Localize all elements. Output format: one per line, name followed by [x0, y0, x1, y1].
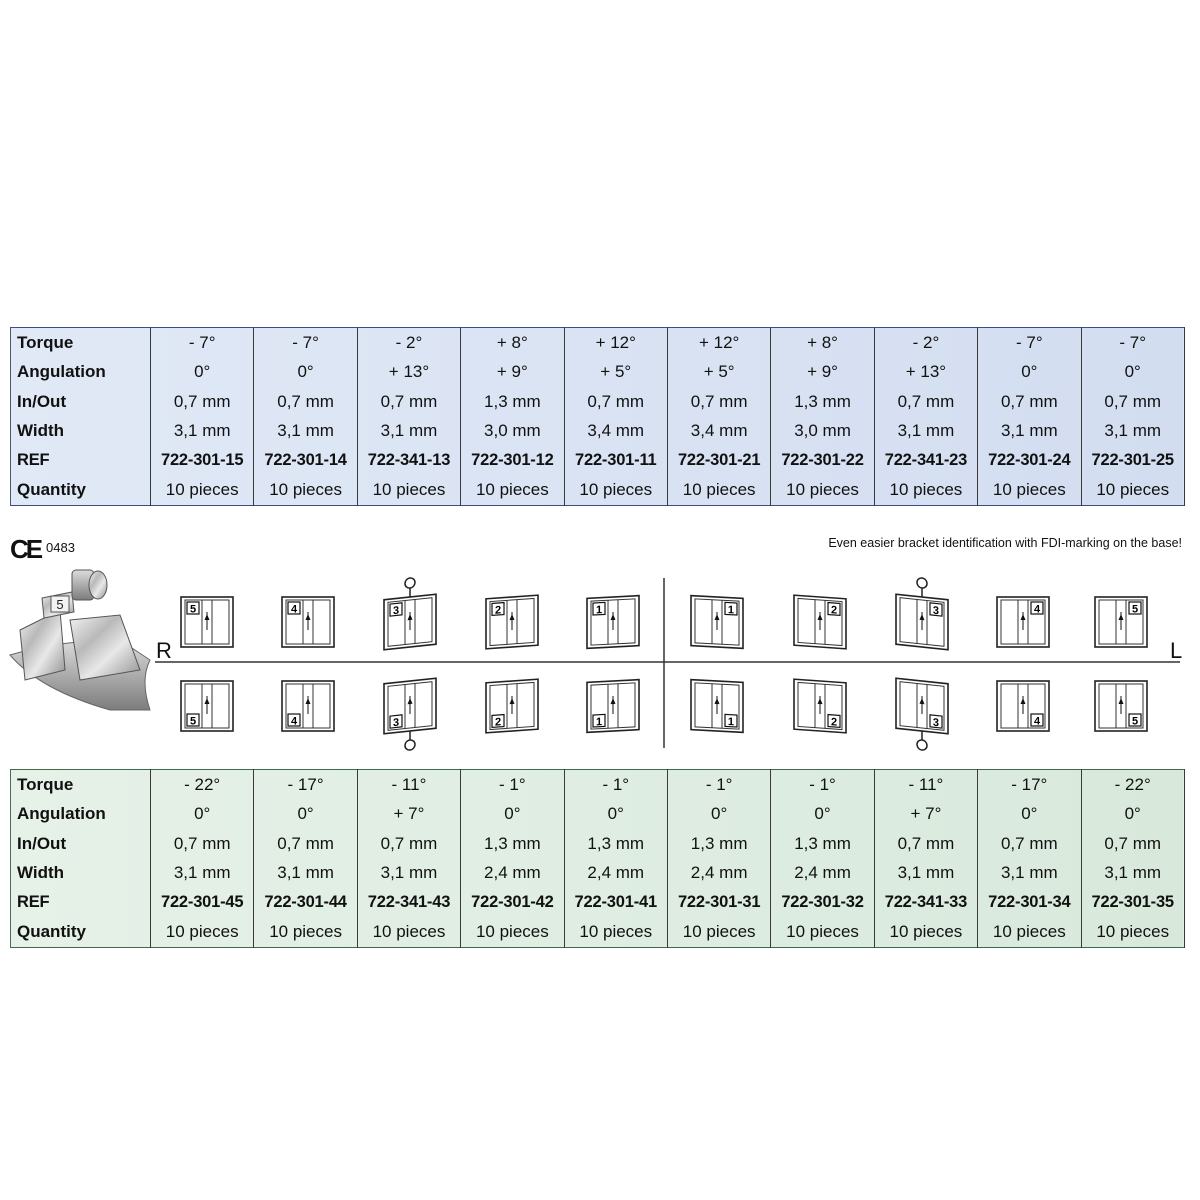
- row-label: In/Out: [11, 387, 151, 417]
- table-cell: 722-301-25: [1081, 446, 1184, 476]
- upper-spec-table: [10, 327, 1185, 506]
- table-cell: 10 pieces: [771, 918, 874, 948]
- bracket-icon: [691, 680, 743, 733]
- table-cell: 10 pieces: [874, 476, 977, 506]
- table-cell: 3,1 mm: [1081, 859, 1184, 889]
- fdi-number: 3: [932, 604, 940, 618]
- table-cell: - 1°: [564, 770, 667, 800]
- bracket-icon: [384, 575, 436, 649]
- table-cell: 722-301-32: [771, 888, 874, 918]
- table-cell: 0°: [1081, 800, 1184, 830]
- table-cell: 722-341-13: [357, 446, 460, 476]
- table-cell: + 13°: [357, 358, 460, 388]
- table-cell: 722-301-12: [461, 446, 564, 476]
- fdi-number: 3: [392, 716, 400, 730]
- table-cell: + 7°: [357, 800, 460, 830]
- table-cell: 10 pieces: [978, 476, 1081, 506]
- bracket-icon: [1095, 681, 1147, 731]
- bracket-icon: [997, 597, 1049, 647]
- fdi-number: 3: [932, 716, 940, 730]
- table-cell: - 7°: [151, 328, 254, 358]
- table-cell: 0°: [564, 800, 667, 830]
- table-cell: 722-301-14: [254, 446, 357, 476]
- table-cell: 722-341-33: [874, 888, 977, 918]
- table-cell: 722-301-22: [771, 446, 874, 476]
- table-cell: 722-301-41: [564, 888, 667, 918]
- table-cell: + 9°: [461, 358, 564, 388]
- table-cell: 0,7 mm: [1081, 829, 1184, 859]
- table-cell: 10 pieces: [564, 918, 667, 948]
- table-cell: 0,7 mm: [1081, 387, 1184, 417]
- fdi-number: 4: [290, 715, 298, 728]
- table-cell: 0°: [461, 800, 564, 830]
- table-row: [11, 446, 1185, 476]
- table-cell: 1,3 mm: [771, 829, 874, 859]
- row-label: Quantity: [11, 918, 151, 948]
- photo-fdi-number: 5: [56, 597, 64, 612]
- table-cell: 3,1 mm: [874, 417, 977, 447]
- table-cell: 0,7 mm: [254, 387, 357, 417]
- table-cell: + 12°: [564, 328, 667, 358]
- table-cell: 0,7 mm: [874, 829, 977, 859]
- table-cell: 3,1 mm: [254, 417, 357, 447]
- table-cell: 0,7 mm: [564, 387, 667, 417]
- bracket-icon: [587, 680, 639, 733]
- table-cell: 0,7 mm: [357, 829, 460, 859]
- row-label: Width: [11, 417, 151, 447]
- table-cell: 722-341-43: [357, 888, 460, 918]
- bracket-icon: [486, 679, 538, 733]
- table-cell: 3,0 mm: [771, 417, 874, 447]
- table-cell: 10 pieces: [1081, 476, 1184, 506]
- table-cell: 2,4 mm: [667, 859, 770, 889]
- table-cell: 0°: [978, 800, 1081, 830]
- bracket-icon: [794, 679, 846, 733]
- table-cell: 10 pieces: [771, 476, 874, 506]
- bracket-icon: [282, 681, 334, 731]
- table-cell: 0°: [978, 358, 1081, 388]
- table-cell: - 11°: [357, 770, 460, 800]
- table-row: [11, 387, 1185, 417]
- table-cell: 3,1 mm: [978, 417, 1081, 447]
- table-cell: 0,7 mm: [151, 829, 254, 859]
- row-label: REF: [11, 446, 151, 476]
- table-cell: 1,3 mm: [771, 387, 874, 417]
- table-cell: 3,1 mm: [1081, 417, 1184, 447]
- table-cell: 2,4 mm: [771, 859, 874, 889]
- table-cell: - 7°: [254, 328, 357, 358]
- bracket-icon: [691, 596, 743, 649]
- table-cell: 1,3 mm: [461, 829, 564, 859]
- fdi-number: 2: [830, 604, 838, 617]
- bracket-icon: [282, 597, 334, 647]
- table-cell: + 13°: [874, 358, 977, 388]
- table-cell: 10 pieces: [461, 918, 564, 948]
- table-row: [11, 829, 1185, 859]
- table-cell: 0,7 mm: [874, 387, 977, 417]
- table-cell: 722-301-45: [151, 888, 254, 918]
- row-label: Torque: [11, 770, 151, 800]
- bracket-icon: [1095, 597, 1147, 647]
- fdi-note: Even easier bracket identification with FDI-marking on the base!: [828, 536, 1182, 550]
- bracket-photo: [10, 570, 150, 710]
- table-cell: 10 pieces: [667, 476, 770, 506]
- lower-spec-table: [10, 769, 1185, 948]
- bracket-icon: [896, 678, 948, 752]
- bracket-icon: [997, 681, 1049, 731]
- table-cell: 722-301-31: [667, 888, 770, 918]
- table-cell: 3,1 mm: [357, 417, 460, 447]
- table-cell: - 1°: [667, 770, 770, 800]
- bracket-icon: [896, 575, 948, 649]
- table-cell: 0,7 mm: [357, 387, 460, 417]
- table-cell: 3,1 mm: [874, 859, 977, 889]
- table-cell: 10 pieces: [978, 918, 1081, 948]
- table-cell: + 9°: [771, 358, 874, 388]
- table-cell: 10 pieces: [461, 476, 564, 506]
- fdi-number: 2: [494, 604, 502, 617]
- table-row: [11, 800, 1185, 830]
- table-cell: 10 pieces: [874, 918, 977, 948]
- table-cell: 0°: [771, 800, 874, 830]
- table-cell: 10 pieces: [254, 476, 357, 506]
- fdi-number: 2: [494, 716, 502, 729]
- fdi-number: 1: [595, 716, 603, 729]
- table-cell: 0°: [254, 358, 357, 388]
- table-cell: 722-341-23: [874, 446, 977, 476]
- table-cell: 0°: [667, 800, 770, 830]
- table-cell: 3,1 mm: [254, 859, 357, 889]
- fdi-number: 4: [290, 603, 298, 616]
- table-cell: 2,4 mm: [461, 859, 564, 889]
- row-label: REF: [11, 888, 151, 918]
- right-side-label: R: [156, 638, 172, 663]
- table-row: [11, 770, 1185, 800]
- fdi-number: 2: [830, 716, 838, 729]
- table-row: [11, 859, 1185, 889]
- table-cell: + 12°: [667, 328, 770, 358]
- bracket-icon: [384, 678, 436, 752]
- table-cell: - 7°: [1081, 328, 1184, 358]
- table-cell: 722-301-34: [978, 888, 1081, 918]
- table-cell: + 8°: [771, 328, 874, 358]
- table-cell: 722-301-15: [151, 446, 254, 476]
- fdi-number: 4: [1033, 603, 1041, 616]
- table-cell: 10 pieces: [357, 918, 460, 948]
- table-cell: 10 pieces: [151, 476, 254, 506]
- fdi-number: 4: [1033, 715, 1041, 728]
- row-label: Angulation: [11, 358, 151, 388]
- table-cell: - 7°: [978, 328, 1081, 358]
- fdi-number: 5: [1131, 715, 1139, 728]
- table-cell: - 1°: [461, 770, 564, 800]
- fdi-number: 1: [727, 604, 735, 617]
- table-row: [11, 918, 1185, 948]
- bracket-icon: [486, 595, 538, 649]
- table-cell: + 8°: [461, 328, 564, 358]
- table-row: [11, 358, 1185, 388]
- table-cell: 10 pieces: [667, 918, 770, 948]
- table-cell: 0,7 mm: [978, 387, 1081, 417]
- table-cell: + 5°: [564, 358, 667, 388]
- table-cell: 0°: [1081, 358, 1184, 388]
- row-label: Quantity: [11, 476, 151, 506]
- table-cell: + 5°: [667, 358, 770, 388]
- left-side-label: L: [1170, 638, 1183, 663]
- table-row: [11, 328, 1185, 358]
- table-cell: 0,7 mm: [667, 387, 770, 417]
- table-row: [11, 476, 1185, 506]
- table-cell: - 17°: [978, 770, 1081, 800]
- table-cell: 3,4 mm: [564, 417, 667, 447]
- table-cell: 3,4 mm: [667, 417, 770, 447]
- bracket-icon: [181, 681, 233, 731]
- table-cell: - 2°: [874, 328, 977, 358]
- table-cell: 0°: [151, 800, 254, 830]
- table-cell: - 22°: [151, 770, 254, 800]
- table-cell: 10 pieces: [151, 918, 254, 948]
- table-cell: 3,1 mm: [978, 859, 1081, 889]
- table-cell: 3,1 mm: [151, 859, 254, 889]
- row-label: Width: [11, 859, 151, 889]
- table-cell: 3,0 mm: [461, 417, 564, 447]
- table-cell: 0°: [254, 800, 357, 830]
- table-cell: 1,3 mm: [564, 829, 667, 859]
- table-cell: 1,3 mm: [461, 387, 564, 417]
- ce-mark: CE: [10, 534, 41, 564]
- table-cell: 0,7 mm: [978, 829, 1081, 859]
- ce-number: 0483: [46, 540, 75, 555]
- table-cell: 3,1 mm: [357, 859, 460, 889]
- table-cell: - 17°: [254, 770, 357, 800]
- table-cell: - 22°: [1081, 770, 1184, 800]
- table-cell: 722-301-24: [978, 446, 1081, 476]
- table-row: [11, 417, 1185, 447]
- row-label: Torque: [11, 328, 151, 358]
- table-cell: 1,3 mm: [667, 829, 770, 859]
- table-cell: 722-301-44: [254, 888, 357, 918]
- table-cell: - 2°: [357, 328, 460, 358]
- fdi-number: 5: [189, 715, 197, 728]
- bracket-diagram: [0, 560, 1200, 760]
- table-cell: 0,7 mm: [151, 387, 254, 417]
- table-row: [11, 888, 1185, 918]
- table-cell: - 1°: [771, 770, 874, 800]
- fdi-number: 1: [595, 604, 603, 617]
- table-cell: 0,7 mm: [254, 829, 357, 859]
- fdi-number: 1: [727, 716, 735, 729]
- table-cell: 722-301-35: [1081, 888, 1184, 918]
- table-cell: 10 pieces: [1081, 918, 1184, 948]
- fdi-number: 3: [392, 604, 400, 618]
- bracket-icon: [587, 596, 639, 649]
- table-cell: 722-301-42: [461, 888, 564, 918]
- bracket-icon: [181, 597, 233, 647]
- table-cell: 722-301-11: [564, 446, 667, 476]
- row-label: Angulation: [11, 800, 151, 830]
- table-cell: 722-301-21: [667, 446, 770, 476]
- table-cell: 0°: [151, 358, 254, 388]
- table-cell: 2,4 mm: [564, 859, 667, 889]
- table-cell: + 7°: [874, 800, 977, 830]
- table-cell: 3,1 mm: [151, 417, 254, 447]
- table-cell: 10 pieces: [564, 476, 667, 506]
- fdi-number: 5: [1131, 603, 1139, 616]
- row-label: In/Out: [11, 829, 151, 859]
- table-cell: - 11°: [874, 770, 977, 800]
- table-cell: 10 pieces: [254, 918, 357, 948]
- table-cell: 10 pieces: [357, 476, 460, 506]
- bracket-icon: [794, 595, 846, 649]
- fdi-number: 5: [189, 603, 197, 616]
